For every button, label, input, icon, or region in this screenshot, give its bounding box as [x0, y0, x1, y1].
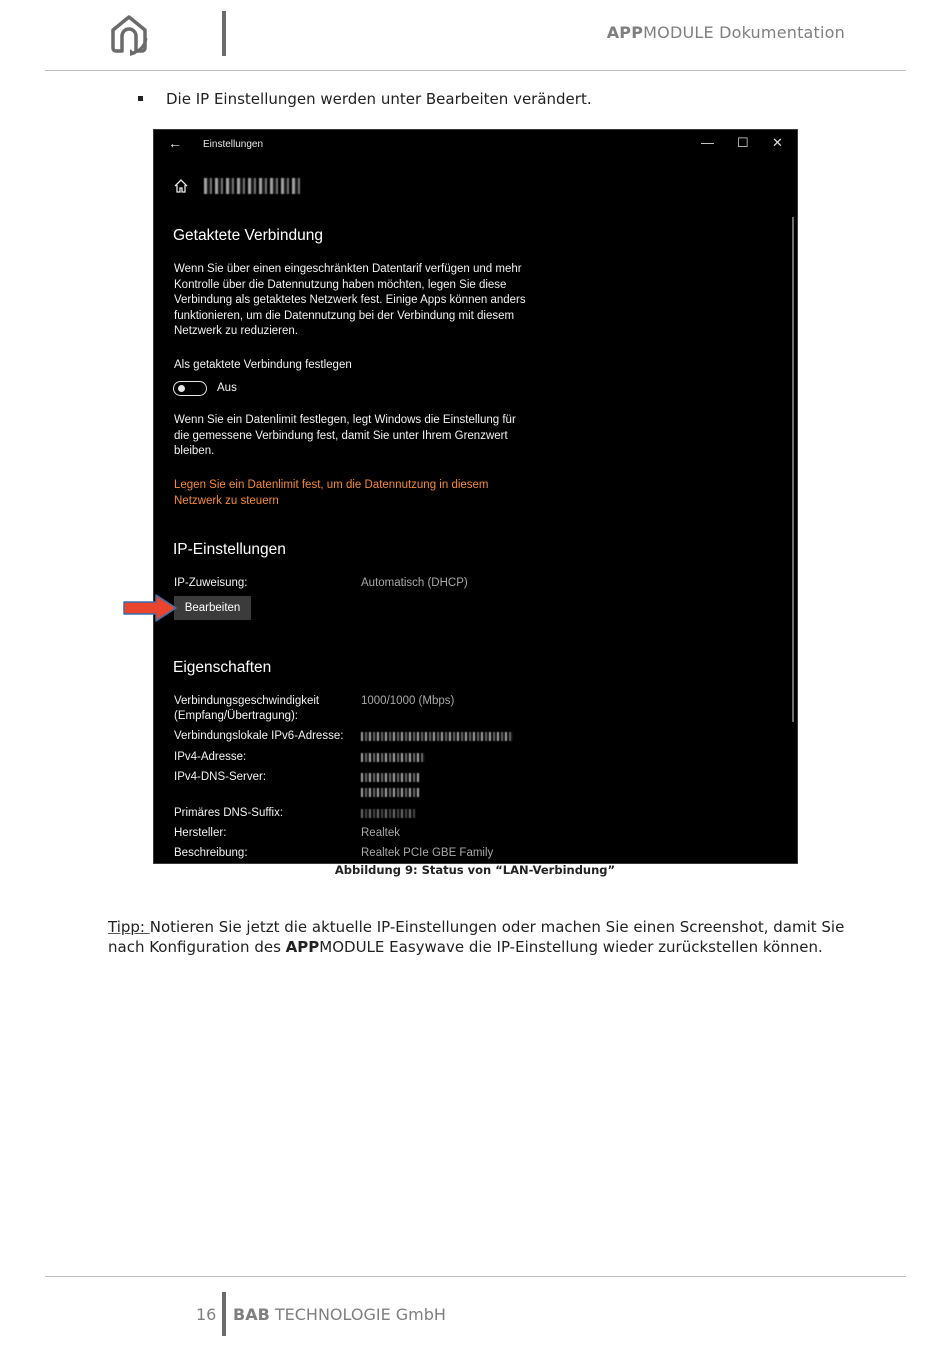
- footer-divider: [222, 1292, 226, 1336]
- metered-toggle-label: Als getaktete Verbindung festlegen: [174, 359, 352, 371]
- property-label: IPv4-DNS-Server:: [174, 771, 267, 783]
- back-arrow-icon[interactable]: ←: [168, 135, 182, 151]
- page-number: 16: [196, 1305, 217, 1324]
- windows-settings-screenshot: [153, 129, 798, 864]
- red-arrow-icon: [122, 593, 178, 623]
- property-label: Primäres DNS-Suffix:: [174, 807, 284, 819]
- bullet-marker: [138, 96, 143, 101]
- redacted-ipv4-value: [361, 753, 425, 762]
- footer-rule: [45, 1276, 906, 1277]
- section-heading-properties: Eigenschaften: [173, 659, 272, 676]
- bullet-text: Die IP Einstellungen werden unter Bearbeiten verändert.: [166, 90, 592, 108]
- property-value: Realtek: [361, 827, 400, 839]
- tip-label: Tipp:: [108, 918, 150, 936]
- scrollbar[interactable]: [792, 217, 794, 722]
- redacted-dns-value: [361, 788, 421, 797]
- window-title: Einstellungen: [203, 139, 264, 150]
- datalimit-description: Wenn Sie ein Datenlimit festlegen, legt Windows die Einstellung für die gemessene Verbindung fest, damit Sie unter Ihrem Grenzwert bleiben.: [174, 414, 516, 457]
- maximize-icon[interactable]: ☐: [737, 135, 749, 150]
- company-name: BAB TECHNOLOGIE GmbH: [233, 1305, 446, 1324]
- document-title: APPMODULE Dokumentation: [606, 23, 845, 42]
- property-value: 1000/1000 (Mbps): [361, 695, 455, 707]
- redacted-network-name: [204, 178, 302, 194]
- toggle-state: Aus: [217, 382, 237, 394]
- ip-assignment-value: Automatisch (DHCP): [361, 577, 468, 589]
- redacted-dns-suffix-value: [361, 809, 415, 818]
- home-icon[interactable]: [173, 178, 189, 194]
- section-heading-ip: IP-Einstellungen: [173, 541, 286, 558]
- tip-paragraph: Tipp: Notieren Sie jetzt die aktuelle IP-Einstellungen oder machen Sie einen Screenshot, damit Sie nach Konfiguration des APPMODULE Easywave die IP-Einstellung wieder zurückstellen können.: [108, 918, 845, 956]
- datalimit-link[interactable]: Legen Sie ein Datenlimit fest, um die Datennutzung in diesem Netzwerk zu steuern: [174, 479, 489, 507]
- toggle-knob: [178, 385, 185, 392]
- property-label: Hersteller:: [174, 827, 227, 839]
- redacted-ipv6-value: [361, 732, 513, 741]
- figure-caption: Abbildung 9: Status von “LAN-Verbindung”: [334, 863, 616, 877]
- property-label: Beschreibung:: [174, 847, 248, 859]
- property-label: Verbindungsgeschwindigkeit (Empfang/Übertragung):: [174, 695, 320, 722]
- bab-logo-icon: [106, 12, 152, 56]
- minimize-icon[interactable]: —: [701, 135, 714, 150]
- redacted-dns-value: [361, 773, 419, 782]
- section-heading-metered: Getaktete Verbindung: [173, 227, 323, 244]
- ip-assignment-label: IP-Zuweisung:: [174, 577, 248, 589]
- close-icon[interactable]: ✕: [772, 135, 783, 150]
- property-label: IPv4-Adresse:: [174, 751, 247, 763]
- property-value: Realtek PCIe GBE Family: [361, 847, 494, 859]
- edit-button[interactable]: Bearbeiten: [174, 596, 251, 620]
- header-rule: [45, 70, 906, 71]
- property-label: Verbindungslokale IPv6-Adresse:: [174, 730, 344, 742]
- header-divider: [222, 11, 226, 56]
- metered-description: Wenn Sie über einen eingeschränkten Datentarif verfügen und mehr Kontrolle über die Datennutzung haben möchten, legen Sie diese Verbindung als getaktetes Netzwerk fest. Einige Apps können anders funktionieren, um die Datennutzung bei der Verbindung mit diesem Netzwerk zu reduzieren.: [174, 263, 526, 337]
